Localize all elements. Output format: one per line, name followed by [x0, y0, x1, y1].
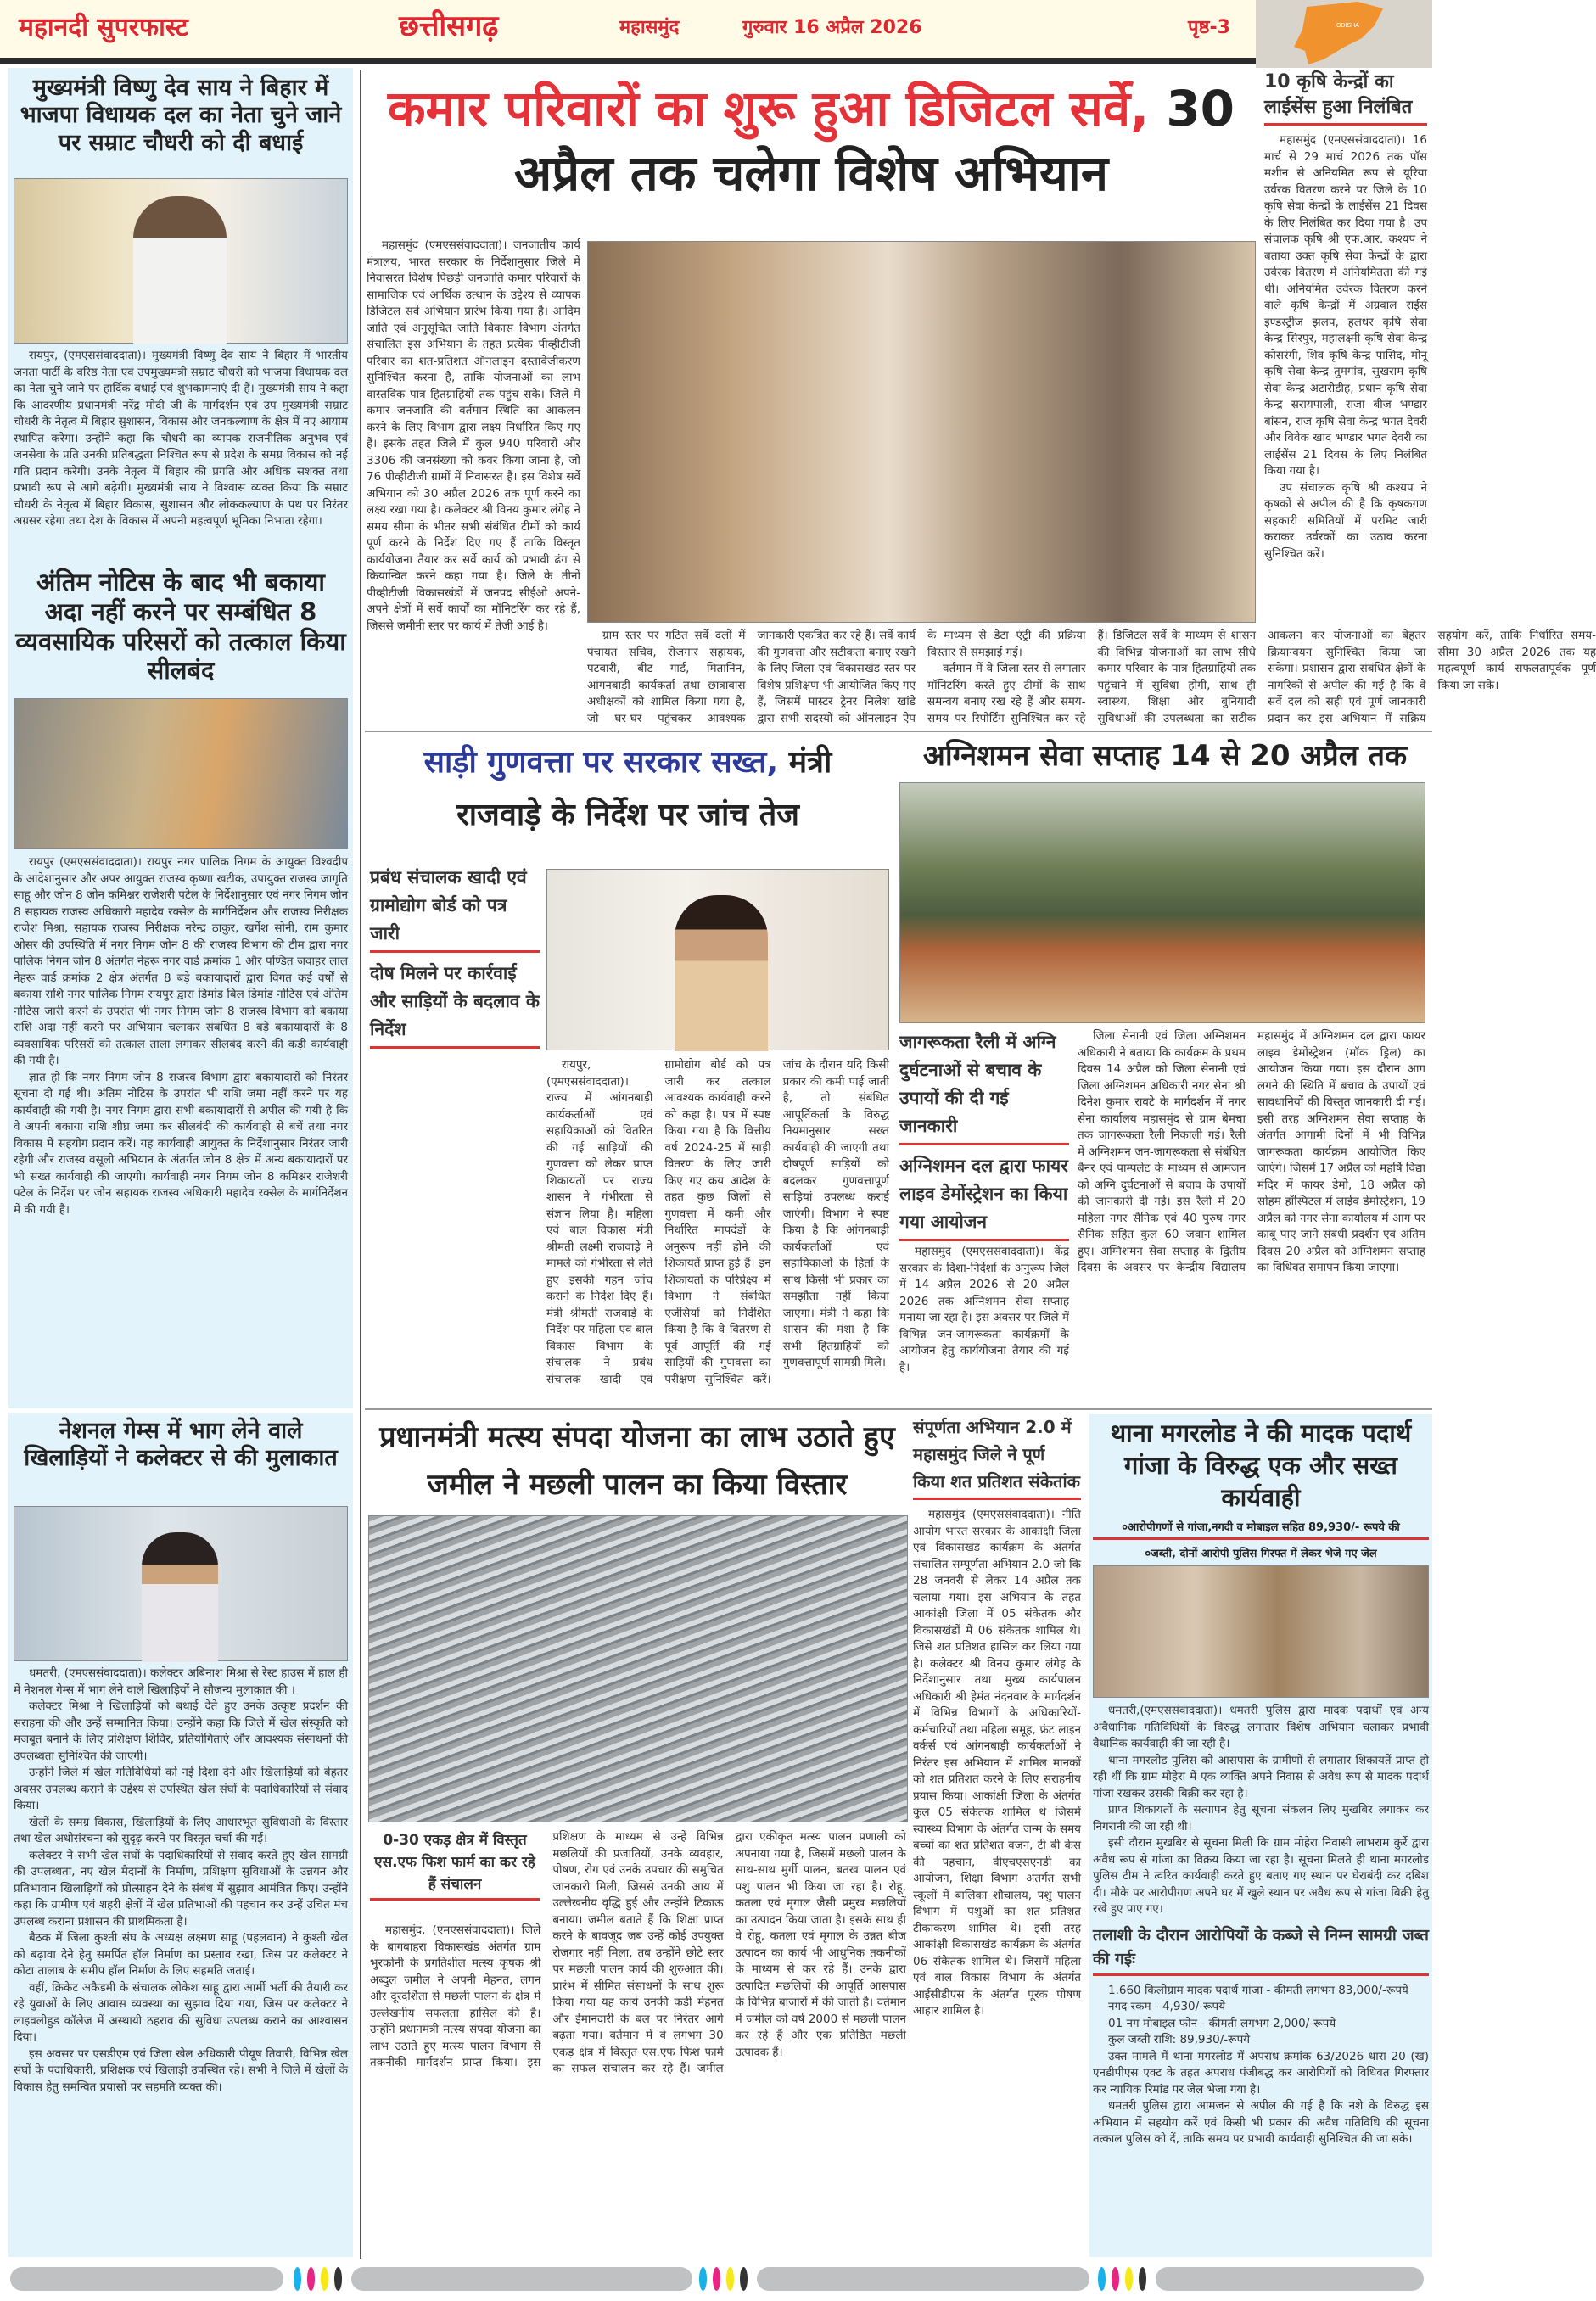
black-mark	[334, 2267, 342, 2291]
article-body-lead	[899, 1244, 1069, 1405]
svg-text:ODISHA: ODISHA	[1336, 23, 1359, 29]
footer-strip	[1156, 2267, 1424, 2291]
article-sampoornata	[913, 1414, 1081, 2257]
black-mark	[1139, 2267, 1146, 2291]
section-name: छत्तीसगढ़	[399, 9, 499, 43]
headline	[367, 71, 1256, 205]
footer-strip	[10, 2267, 283, 2291]
paragraph: कलेक्टर मिश्रा ने खिलाड़ियों को बधाई देते हुए उनके उत्कृष्ट प्रदर्शन की सराहना की और उन्हें सम्मानित किया। उन्होंने कहा कि जिले में खेल संस्कृति को मजबूत बनाने के लिए प्रशिक्षण शिविर, प्रतियोगिताएं और आवश्यक संसाधनों की उपलब्धता सुनिश्चित की जाएगी।	[14, 1699, 348, 1763]
paragraph: वहीं, क्रिकेट अकैडमी के संचालक लोकेश साहू द्वारा आर्मी भर्ती की तैयारी कर रहे युवाओं के लिए आवास व्यवस्था का सुझाव दिया गया, जिस पर कलेक्टर ने लाइवलीहुड कॉलेज में अस्थायी ठहराव की सुविधा उपलब्ध कराने का आश्वासन दिया।	[14, 1980, 348, 2044]
masthead	[0, 0, 1256, 59]
headline-red: कमार परिवारों का शुरू हुआ डिजिटल सर्वे,	[387, 80, 1150, 137]
article-cm-congratulates	[8, 68, 353, 564]
odisha-map	[1256, 0, 1432, 68]
paper-name: महानदी सुपरफास्ट	[19, 13, 188, 42]
headline-blue: साड़ी गुणवत्ता पर सरकार सख्त,	[423, 745, 779, 780]
seized-item: 1.660 किलोग्राम मादक पदार्थ गांजा - कीमती लगभग 83,000/-रूपये	[1108, 1983, 1408, 1997]
black-mark	[740, 2267, 748, 2291]
paragraph: महासमुंद (एमएससंवाददाता)। जनजातीय कार्य मंत्रालय, भारत सरकार के निर्देशानुसार जिले में निवासरत विशेष पिछड़ी जनजाति कमार परिवारों के सामाजिक एवं आर्थिक उत्थान के उद्देश्य से व्यापक डिजिटल सर्वे अभियान प्रारंभ किया गया है। आदिम जाति एवं अनुसूचित जाति विकास विभाग अंतर्गत संचालित इस अभियान के तहत प्रत्येक पीव्हीटीजी परिवार का शत-प्रतिशत ऑनलाइन दस्तावेजीकरण सुनिश्चित करना है, ताकि योजनाओं का लाभ वास्तविक पात्र हितग्राहियों तक पहुंच सके। जिले में कमार जनजाति की वर्तमान स्थिति का आकलन करने के लिए विभाग द्वारा लक्ष्य निर्धारित किए गए हैं। इसके तहत जिले में कुल 940 परिवारों और 3306 की जनसंख्या को कवर किया जाना है, जो 76 पीव्हीटीजी ग्रामों में निवासरत हैं। इस विशेष सर्वे अभियान को 30 अप्रैल 2026 तक पूर्ण करने का लक्ष्य रखा गया है। कलेक्टर श्री विनय कुमार लंगेह ने समय सीमा के भीतर सभी संबंधित टीमों को कार्य पूर्ण करने के निर्देश दिए गए हैं ताकि विस्तृत कार्ययोजना तैयार कर सर्वे कार्य को प्रभावी ढंग से क्रियान्वित करने कहा गया है। जिले के तीनों पीव्हीटीजी विकासखंडों में जनपद सीईओ अपने-अपने क्षेत्रों में सर्वे कार्यों का मॉनिटरिंग कर रहे हैं, जिससे जमीनी स्तर पर कार्य में तेजी आई है।	[367, 238, 580, 633]
city-name: महासमुंद	[619, 17, 680, 38]
subheads	[370, 864, 540, 1055]
headline: 10 कृषि केन्द्रों का लाईसेंस हुआ निलंबित	[1264, 70, 1427, 126]
paragraph: उन्होंने जिले में खेल गतिविधियों को नई दिशा देने और खिलाड़ियों को बेहतर अवसर उपलब्ध कराने के उद्देश्य से उपस्थित खेल संघों के पदाधिकारियों से संवाद किया।	[14, 1766, 348, 1812]
article-body-continued	[587, 628, 1596, 728]
headline-black-2: राजवाड़े के निर्देश पर जांच तेज	[456, 798, 799, 832]
article-sealed-premises	[8, 564, 353, 1408]
cyan-mark	[294, 2267, 301, 2291]
seized-item: 01 नग मोबाइल फोन - कीमती लगभग 2,000/-रूपये	[1108, 2016, 1336, 2030]
paragraph: इस अवसर पर एसडीएम एवं जिला खेल अधिकारी पीयूष तिवारी, विभिन्न खेल संघों के पदाधिकारी, प्रशिक्षक एवं खिलाड़ी उपस्थित रहे। सभी ने जिले में खेलों के विकास हेतु समन्वित प्रयासों पर सहमति व्यक्त की।	[14, 2046, 348, 2094]
paragraph: धमतरी, (एमएससंवाददाता)। कलेक्टर अबिनाश मिश्रा से रेस्ट हाउस में हाल ही में नेशनल गेम्स में भाग लेने वाले खिलाड़ियों ने सौजन्य मुलाक़ात की ।	[14, 1666, 348, 1697]
paragraph: रायपुर (एमएससंवाददाता)। रायपुर नगर पालिक निगम के आयुक्त विश्वदीप के आदेशानुसार और अपर आयुक्त राजस्व कृष्णा खटीक, उपायुक्त राजस्व जागृति साहू और जोन 8 जोन कमिश्नर राजेशरी पटेल के निर्देशानुसार एवं नगर निगम जोन 8 सहायक राजस्व अधिकारी महादेव रक्सेल के मार्गनिर्देशन और राजस्व निरीक्षक राजेश मिश्रा, सहायक राजस्व निरीक्षक नरेन्द्र ठाकुर, खर्गेश सोनी, राम कुमार ओसर की उपस्थिति में नगर निगम जोन 8 की राजस्व विभाग की टीम द्वारा नगर पालिक निगम जोन 8 अंतर्गत नेहरू नगर वार्ड क्रमांक 1 और पण्डित जवाहर लाल नेहरू वार्ड क्रमांक 2 क्षेत्र अंतर्गत 8 बड़े बकायादारों द्वारा विगत कई वर्षों से बकाया राशि नगर पालिक निगम रायपुर द्वारा डिमांड बिल डिमांड नोटिस एवं अंतिम नोटिस जारी करने के उपरांत भी नगर निगम जोन 8 राजस्व विभाग को बकाया राशि अदा नहीं करने पर अभियान चलाकर संबंधित 8 बड़े बकायादारों के 8 व्यवसायिक परिसरों को तत्काल ताला लगाकर सीलबंद करने की कड़ी कार्यवाही की गयी है।	[14, 855, 348, 1067]
magenta-mark	[1112, 2267, 1119, 2291]
article-fire-service-week	[898, 735, 1432, 1405]
article-body	[546, 1057, 889, 1401]
subhead: जागरूकता रैली में अग्नि दुर्घटनाओं से बचाव के उपायों की दी गई जानकारी	[899, 1028, 1069, 1145]
bullet-point: ०जब्ती, दोनों आरोपी पुलिस गिरफ्त में लेकर भेजे गए जेल	[1145, 1548, 1377, 1560]
paragraph: प्राप्त शिकायतों के सत्यापन हेतु सूचना संकलन लिए मुखबिर लगाकर कर निगरानी की जा रही थी।	[1093, 1803, 1429, 1834]
subheads	[899, 1028, 1069, 1248]
paragraph: महासमुंद (एमएससंवाददाता)। केंद्र सरकार के दिशा-निर्देशों के अनुरूप जिले में 14 अप्रैल 2026 से 20 अप्रैल 2026 तक अग्निशमन सेवा सप्ताह मनाया जा रहा है। इस अवसर पर जिले में विभिन्न जन-जागरूकता कार्यक्रमों के आयोजन हेतु कार्ययोजना तैयार की गई है।	[899, 1245, 1069, 1374]
odisha-map-icon	[1256, 0, 1432, 68]
subhead: 0-30 एकड़ क्षेत्र में विस्तृत एस.एफ फिश फार्म का कर रहे हैं संचालन	[370, 1829, 540, 1901]
issue-date: गुरुवार 16 अप्रैल 2026	[742, 17, 922, 38]
headline: थाना मगरलोड ने की मादक पदार्थ गांजा के विरुद्ध एक और सख्त कार्यवाही	[1110, 1419, 1412, 1512]
article-body	[14, 348, 348, 564]
fish-harvest-photo	[368, 1515, 908, 1822]
fire-demo-photo	[899, 782, 1425, 1023]
footer-strip	[351, 2267, 692, 2291]
seized-heading: तलाशी के दौरान आरोपियों के कब्जे से निम्न सामग्री जब्त की गईः	[1093, 1923, 1429, 1976]
paragraph: कलेक्टर ने सभी खेल संघों के पदाधिकारियों से संवाद करते हुए खेल सामग्री की उपलब्धता, नए खेल मैदानों के निर्माण, प्रशिक्षण सुविधाओं के उन्नयन और प्रतिभावान खिलाड़ियों को प्रोत्साहन देने के संबंध में सुझाव आमंत्रित किए। उन्होंने कहा कि ग्रामीण एवं शहरी क्षेत्रों में खेल प्रतिभाओं की पहचान कर उन्हें उचित मंच उपलब्ध कराना प्रशासन की प्राथमिकता है।	[14, 1848, 348, 1929]
article-body	[1264, 132, 1427, 563]
masthead-rule	[0, 58, 1256, 64]
paragraph: ग्राम स्तर पर गठित सर्वे दलों में पंचायत सचिव, रोजगार सहायक, पटवारी, बीट गार्ड, मितानिन, आंगनबाड़ी कार्यकर्ता तथा छात्रावास अधीक्षकों को शामिल किया गया है, जो घर-घर पहुंचकर आवश्यक जानकारी एकत्रित कर रहे हैं। सर्वे कार्य की गुणवत्ता और सटीकता बनाए रखने के लिए जिला एवं विकासखंड स्तर पर विशेष प्रशिक्षण भी आयोजित किए गए हैं, जिसमें मास्टर ट्रेनर निलेश खांडे द्वारा सभी सदस्यों को ऑनलाइन ऐप के माध्यम से डेटा एंट्री की प्रक्रिया विस्तार से समझाई गई।	[587, 629, 1086, 725]
collector-photo	[14, 1506, 348, 1661]
cm-photo	[14, 178, 348, 344]
survey-photo	[587, 241, 1256, 623]
article-body	[1078, 1028, 1425, 1405]
paragraph: उक्त मामले में थाना मगरलोड में अपराध क्रमांक 63/2026 धारा 20 (ख) एनडीपीएस एक्ट के तहत अपराध पंजीबद्ध कर आरोपियों को विधिवत गिरफ्तार कर न्यायिक रिमांड पर जेल भेजा गया है।	[1093, 2049, 1429, 2097]
article-body	[370, 1829, 906, 2257]
collector-figure	[142, 1532, 218, 1662]
section-divider	[365, 731, 1432, 732]
paragraph: रायपुर, (एमएससंवाददाता)। मुख्यमंत्री विष्णु देव साय ने बिहार में भारतीय जनता पार्टी के वरिष्ठ नेता एवं उपमुख्यमंत्री सम्राट चौधरी को भाजपा विधायक दल का नेता चुने जाने पर हार्दिक बधाई एवं शुभकामनाएं दी हैं। मुख्यमंत्री साय ने कहा कि आदरणीय प्रधानमंत्री नरेंद्र मोदी जी के मार्गदर्शन एवं उप मुख्यमंत्री सम्राट चौधरी के नेतृत्व में बिहार सुशासन, विकास और जनकल्याण के क्षेत्र में नए आयाम स्थापित करेगा। उन्होंने कहा कि चौधरी का व्यापक राजनीतिक अनुभव एवं जनसेवा के प्रति उनकी प्रतिबद्धता निश्चित रूप से प्रदेश के समग्र विकास को नई गति प्रदान करेगी। उनके नेतृत्व में बिहार की प्रगति और अधिक सशक्त तथा प्रभावी रूप से आगे बढ़ेगी। मुख्यमंत्री साय ने विश्वास व्यक्त किया कि सम्राट चौधरी के नेतृत्व में बिहार विकास, सुशासन और लोककल्याण के पथ पर निरंतर अग्रसर रहेगा तथा देश के विकास में अपनी महत्वपूर्ण भूमिका निभाता रहेगा।	[14, 349, 348, 528]
spacer	[370, 1829, 540, 1923]
bullet-point: ०आरोपीगणों से गांजा,नगदी व मोबाइल सहित 89,930/- रूपये की	[1093, 1517, 1429, 1540]
section-divider	[365, 1408, 1432, 1410]
yellow-mark	[726, 2267, 734, 2291]
paragraph: धमतरी,(एमएससंवाददाता)। धमतरी पुलिस द्वारा मादक पदार्थों एवं अन्य अवैधानिक गतिविधियों के विरुद्ध लगातार विशेष अभियान चलाकर प्रभावी वैधानिक कार्यवाही की जा रही है।	[1093, 1704, 1429, 1750]
seized-item: नगद रकम - 4,930/-रूपये	[1108, 2000, 1226, 2013]
paragraph: जिला सेनानी एवं जिला अग्निशमन अधिकारी ने बताया कि कार्यक्रम के प्रथम दिवस 14 अप्रैल को जिला सेनानी एवं जिला अग्निशमन अधिकारी नगर सेना श्री दिनेश कुमार रावटे के मार्गदर्शन में नगर सेना कार्यालय महासमुंद से ग्राम बेमचा तक जागरूकता रैली निकाली गई। रैली में अग्निशमन जन-जागरूकता से संबंधित बैनर एवं पाम्पलेट के माध्यम से आमजन को अग्नि दुर्घटनाओं से बचाव के उपायों की जानकारी दी गई। इस रैली में 20 महिला नगर सैनिक एवं 40 पुरुष नगर सैनिक सहित कुल 60 जवान शामिल हुए। अग्निशमन सेवा सप्ताह के द्वितीय दिवस के अवसर पर केन्द्रीय विद्यालय महासमुंद में अग्निशमन दल द्वारा फायर लाइव डेमोंस्ट्रेशन (मॉक ड्रिल) का आयोजन किया गया। इस दौरान आग लगने की स्थिति में बचाव के उपायों एवं सावधानियों की विस्तृत जानकारी दी गई। इसी तरह अग्निशमन सेवा सप्ताह के अंतर्गत आगामी दिनों में भी विभिन्न जागरूकता कार्यक्रम आयोजित किए जाएंगे। जिसमें 17 अप्रैल को महर्षि विद्या मंदिर में फायर डेमो, 18 अप्रैल को सोहम हॉस्पिटल में लाईव डेमोस्ट्रेशन, 19 अप्रैल को नगर सेना कार्यालय में आग पर काबू पाए जाने संबंधी प्रदर्शन एवं अंतिम दिवस 20 अप्रैल को अग्निशमन सप्ताह का विधिवत समापन किया जाएगा।	[1078, 1029, 1425, 1274]
subhead: दोष मिलने पर कार्रवाई और साड़ियों के बदलाव के निर्देश	[370, 960, 540, 1049]
subhead: प्रबंध संचालक खादी एवं ग्रामोद्योग बोर्ड को पत्र जारी	[370, 864, 540, 953]
paragraph: ज्ञात हो कि नगर निगम जोन 8 राजस्व विभाग द्वारा बकायादारों को निरंतर सूचना दी गई थी। अंतिम नोटिस के उपरांत भी राशि जमा नहीं करने पर यह कार्यवाही की गयी है। नगर निगम द्वारा सभी बकायादारों से अपील की गयी है कि वे अपनी बकाया राशि शीघ्र जमा कर सीलबंदी की कार्यवाही से बचें तथा नगर विकास में सहयोग प्रदान करें। यह कार्यवाही आयुक्त के निर्देशानुसार निरंतर जारी रहेगी और राजस्व वसूली अभियान के अंतर्गत जोन 8 क्षेत्र में अन्य बकायादारों पर भी सख्त कार्यवाही की जाएगी। कार्यवाही नगर निगम जोन 8 कमिश्नर राजेशरी पटेल के निर्देश पर जोन सहायक राजस्व अधिकारी महादेव रक्सेल के मार्गनिर्देशन में की गयी है।	[14, 1070, 348, 1217]
cm-portrait	[133, 196, 227, 344]
article-body	[913, 1507, 1081, 2020]
paragraph: उप संचालक कृषि श्री कश्यप ने कृषकों से अपील की है कि कृषकगण सहकारी समितियों में परमिट जारी कराकर उर्वरकों का उठाव करना सुनिश्चित करें।	[1264, 480, 1427, 561]
cyan-mark	[699, 2267, 707, 2291]
article-body	[14, 1666, 348, 2255]
article-body	[1093, 1703, 1429, 2257]
headline: नेशनल गेम्स में भाग लेने वाले खिलाड़ियों ने कलेक्टर से की मुलाकात	[24, 1418, 338, 1472]
paragraph: खेलों के समग्र विकास, खिलाड़ियों के लिए आधारभूत सुविधाओं के विस्तार तथा खेल अधोसंरचना को सुदृढ़ करने पर विस्तृत चर्चा की गई।	[14, 1815, 348, 1845]
headline: अंतिम नोटिस के बाद भी बकाया अदा नहीं करने पर सम्बंधित 8 व्यवसायिक परिसरों को तत्काल किया सीलबंद	[15, 568, 346, 686]
paragraph: महासमुंद (एमएससंवाददाता)। 16 मार्च से 29 मार्च 2026 तक पॉस मशीन से अनियमित रूप से यूरिया उर्वरक वितरण करने पर जिले के 10 कृषि सेवा केन्द्रों के लाईसेंस 21 दिवस के लिए निलंबित कर दिया गया है। उप संचालक कृषि श्री एफ.आर. कश्यप ने बताया उक्त कृषि सेवा केन्द्रों के द्वारा उर्वरक वितरण में अनियमितता की गई थी। अनियमित उर्वरक वितरण करने वाले कृषि केन्द्रों में अग्रवाल राईस इण्डस्ट्रीज झलप, हलधर कृषि सेवा केन्द्र सिरपुर, महालक्ष्मी कृषि सेवा केन्द्र कोसरंगी, शिव कृषि केन्द्र पासिद, मोनू कृषि सेवा केन्द्र तुमगांव, सुखराम कृषि सेवा केन्द्र अटारीडीह, प्रधान कृषि सेवा केन्द्र सरायपाली, राजा बीज भण्डार बांसन, राज कृषि सेवा केन्द्र भगत देवरी और विवेक खाद भण्डार भगत देवरी का लाईसेंस 21 दिवस के लिए निलंबित किया गया है।	[1264, 133, 1427, 478]
accused-photo	[1093, 1565, 1429, 1698]
headline-black: मंत्री	[788, 745, 832, 780]
paragraph: महासमुंद (एमएससंवाददाता)। नीति आयोग भारत सरकार के आकांक्षी जिला एवं विकासखंड कार्यक्रम के अंतर्गत संचालित सम्पूर्णता अभियान 2.0 जो कि 28 जनवरी से लेकर 14 अप्रैल तक चलाया गया। इस अभियान के तहत आकांक्षी जिला में 05 संकेतक और विकासखंडों में 06 संकेतक शामिल थे। जिसे शत प्रतिशत हासिल कर लिया गया है। कलेक्टर श्री विनय कुमार लंगेह के निर्देशानुसार तथा मुख्य कार्यपालन अधिकारी श्री हेमंत नंदनवार के मार्गदर्शन में विभिन्न विभागों के अधिकारियों-कर्मचारियों तथा महिला समूह, फ्रंट लाइन वर्कर्स एवं आंगनबाड़ी कार्यकर्ताओं ने निरंतर इस अभियान में शामिल मानकों को शत प्रतिशत करने के लिए सराहनीय प्रयास किया। आकांक्षी जिला के अंतर्गत कुल 05 संकेतक शामिल थे जिसमें स्वास्थ्य विभाग के अंतर्गत जन्म के समय बच्चों का शत प्रतिशत वजन, टी बी केस की पहचान, वीएचएसएनडी का आयोजन, शिक्षा विभाग अंतर्गत सभी स्कूलों में बालिका शौचालय, पशु पालन विभाग में पशुओं का शत प्रतिशत टीकाकरण शामिल थे। इसी तरह आकांक्षी विकासखंड कार्यक्रम के अंतर्गत 06 संकेतक शामिल थे। जिसमें महिला एवं बाल विकास विभाग के अंतर्गत आईसीडीएस के अंतर्गत पूरक पोषण आहार शामिल है।	[913, 1508, 1081, 2018]
seized-item: कुल जब्ती राशि: 89,930/-रूपये	[1108, 2033, 1251, 2046]
headline-black: 30 अप्रैल तक चलेगा विशेष अभियान	[513, 80, 1235, 202]
headline: मुख्यमंत्री विष्णु देव साय ने बिहार में भाजपा विधायक दल का नेता चुने जाने पर सम्राट चौधरी को दी बधाई	[20, 75, 342, 156]
page-number: पृष्ठ-3	[1188, 17, 1230, 38]
article-body-lead	[367, 238, 580, 728]
paragraph: महासमुंद, (एमएससंवाददाता)। जिले के बागबाहरा विकासखंड अंतर्गत ग्राम भुरकोनी के प्रगतिशील मत्स्य कृषक श्री अब्दुल जमील ने अपनी मेहनत, लगन और दूरदर्शिता से मछली पालन के क्षेत्र में उल्लेखनीय सफलता हासिल की है। उन्होंने प्रधानमंत्री मत्स्य संपदा योजना का लाभ उठाते हुए मत्स्य पालन विभाग से तकनीकी मार्गदर्शन प्राप्त किया। इस प्रशिक्षण के माध्यम से उन्हें विभिन्न मछलियों की प्रजातियों, उनके व्यवहार, पोषण, रोग एवं उनके उपचार की समुचित जानकारी मिली, जिससे उनकी आय में उल्लेखनीय वृद्धि हुई और उन्होंने टिकाऊ बनाया। जमील बताते हैं कि शिक्षा प्राप्त करने के बावजूद जब उन्हें कोई उपयुक्त रोजगार नहीं मिला, तब उन्होंने छोटे स्तर पर मछली पालन कार्य की शुरुआत की। प्रारंभ में सीमित संसाधनों के साथ शुरू किया गया यह कार्य उनकी कड़ी मेहनत और ईमानदारी के बल पर निरंतर आगे बढ़ता गया। वर्तमान में वे लगभग 30 एकड़ क्षेत्र में विस्तृत एस.एफ फिश फार्म का सफल संचालन कर रहे हैं। जमील द्वारा एकीकृत मत्स्य पालन प्रणाली को अपनाया गया है, जिसमें मछली पालन के साथ-साथ मुर्गी पालन, बतख पालन एवं पशु पालन भी किया जा रहा है। रोहू, कतला एवं मृगाल जैसी प्रमुख मछलियों का उत्पादन किया जाता है। इसके साथ ही वे रोहू, कतला एवं मृगाल के उन्नत बीज उत्पादन का कार्य भी आधुनिक तकनीकों के माध्यम से कर रहे हैं। उनके द्वारा उत्पादित मछलियों की आपूर्ति आसपास के विभिन्न बाजारों में की जाती है। वर्तमान में जमील को वर्ष 2000 से मछली पालन कर रहे हैं और एक प्रतिष्ठित मछली उत्पादक हैं।	[370, 1830, 906, 2075]
article-body	[14, 854, 348, 1406]
minister-figure	[675, 895, 768, 1051]
article-ganja-seizure	[1089, 1414, 1432, 2257]
article-fisheries	[367, 1414, 908, 2257]
subhead: अग्निशमन दल द्वारा फायर लाइव डेमोंस्ट्रेशन का किया गया आयोजन	[899, 1152, 1069, 1241]
article-krishi-license	[1264, 70, 1427, 730]
yellow-mark	[321, 2267, 328, 2291]
paragraph: बैठक में जिला कुश्ती संघ के अध्यक्ष लक्ष्मण साहू (पहलवान) ने कुश्ती खेल को बढ़ावा देने हेतु समर्पित हॉल निर्माण का प्रस्ताव रखा, जिस पर कलेक्टर ने कोटा तालाब के समीप हॉल निर्माण के लिए सहमति जताई।	[14, 1931, 348, 1978]
paragraph: थाना मगरलोड पुलिस को आसपास के ग्रामीणों से लगातार शिकायतें प्राप्त हो रही थीं कि ग्राम मोहेरा में एक व्यक्ति अपने निवास से अवैध रूप से मादक पदार्थ गांजा रखकर उसकी बिक्री कर रहा है।	[1093, 1753, 1429, 1800]
paragraph: इसी दौरान मुखबिर से सूचना मिली कि ग्राम मोहेरा निवासी लाभराम कुर्रे द्वारा अवैध रूप से गांजा का विक्रय किया जा रहा है। सूचना मिलते ही थाना मगरलोड पुलिस टीम ने त्वरित कार्यवाही करते हुए बताए गए स्थान पर घेराबंदी कर दबिश दी। मौके पर आरोपीगण अपने घर में खुले स्थान पर अवैध रूप से गांजा बिक्री हेतु रखे हुए पाए गए।	[1093, 1836, 1429, 1916]
paragraph: रायपुर, (एमएससंवाददाता)। राज्य में आंगनबाड़ी कार्यकर्ताओं एवं सहायिकाओं को वितरित की गई साड़ियों की गुणवत्ता को लेकर प्राप्त शिकायतों पर राज्य शासन ने गंभीरता से संज्ञान लिया है। महिला एवं बाल विकास मंत्री श्रीमती लक्ष्मी राजवाड़े ने मामले को गंभीरता से लेते हुए इसकी गहन जांच कराने के निर्देश दिए हैं। मंत्री श्रीमती राजवाड़े के निर्देश पर महिला एवं बाल विकास विभाग के संचालक ने प्रबंध संचालक खादी एवं ग्रामोद्योग बोर्ड को पत्र जारी कर तत्काल आवश्यक कार्यवाही करने को कहा है। पत्र में स्पष्ट किया गया है कि वित्तीय वर्ष 2024-25 में साड़ी वितरण के लिए जारी किए गए क्रय आदेश के तहत कुछ जिलों से गुणवत्ता में कमी और निर्धारित मापदंडों के अनुरूप नहीं होने की शिकायतें प्राप्त हुई हैं। इन शिकायतों के परिप्रेक्ष्य में विभाग ने संबंधित एजेंसियों को निर्देशित किया है कि वे वितरण से पूर्व आपूर्ति की गई साड़ियों की गुणवत्ता का परीक्षण सुनिश्चित करें। जांच के दौरान यदि किसी प्रकार की कमी पाई जाती है, तो संबंधित आपूर्तिकर्ता के विरुद्ध नियमानुसार सख्त कार्यवाही की जाएगी तथा दोषपूर्ण साड़ियों को बदलकर गुणवत्तापूर्ण साड़ियां उपलब्ध कराई जाएंगी। विभाग ने स्पष्ट किया है कि आंगनबाड़ी कार्यकर्ताओं एवं सहायिकाओं के हितों के साथ किसी भी प्रकार का समझौता नहीं किया जाएगा। मंत्री ने कहा कि शासन की मंशा है कि सभी हितग्राहियों को गुणवत्तापूर्ण सामग्री मिले।	[546, 1058, 889, 1386]
footer-strip	[757, 2267, 1089, 2291]
headline: प्रधानमंत्री मत्स्य संपदा योजना का लाभ उठाते हुए जमील ने मछली पालन का किया विस्तार	[379, 1420, 895, 1502]
sealing-photo	[14, 698, 348, 849]
headline	[367, 735, 889, 842]
article-saree-quality	[367, 735, 889, 1405]
headline: अग्निशमन सेवा सप्ताह 14 से 20 अप्रैल तक	[922, 739, 1408, 773]
column-divider	[360, 70, 361, 2259]
paragraph: वर्तमान में वे जिला स्तर से लगातार मॉनिटरिंग करते हुए टीमों के साथ समन्वय बनाए रख रहे हैं और समय-समय पर रिपोर्टिंग सुनिश्चित कर रहे हैं। डिजिटल सर्वे के माध्यम से शासन की विभिन्न योजनाओं का लाभ सीधे कमार परिवार के पात्र हितग्राहियों तक पहुंचाने में सुविधा होगी, साथ ही स्वास्थ्य, शिक्षा और बुनियादी सुविधाओं की उपलब्धता का सटीक आकलन कर योजनाओं का बेहतर क्रियान्वयन सुनिश्चित किया जा सकेगा। प्रशासन द्वारा संबंधित क्षेत्रों के नागरिकों से अपील की गई है कि वे सर्वे दल को सही एवं पूर्ण जानकारी प्रदान कर इस अभियान में सक्रिय सहयोग करें, ताकि निर्धारित समय-सीमा 30 अप्रैल 2026 तक यह महत्वपूर्ण कार्य सफलतापूर्वक पूर्ण किया जा सके।	[927, 629, 1596, 725]
paragraph: धमतरी पुलिस द्वारा आमजन से अपील की गई है कि नशे के विरुद्ध इस अभियान में सहयोग करें एवं किसी भी प्रकार की अवैध गतिविधि की सूचना तत्काल पुलिस को दें, ताकि समय पर प्रभावी कार्यवाही सुनिश्चित की जा सके।	[1093, 2099, 1429, 2146]
article-national-games	[8, 1413, 353, 2257]
magenta-mark	[713, 2267, 720, 2291]
headline: संपूर्णता अभियान 2.0 में महासमुंद जिले ने पूर्ण किया शत प्रतिशत संकेतांक	[913, 1414, 1081, 1500]
yellow-mark	[1125, 2267, 1133, 2291]
cyan-mark	[1098, 2267, 1106, 2291]
magenta-mark	[307, 2267, 315, 2291]
minister-photo	[546, 869, 889, 1050]
